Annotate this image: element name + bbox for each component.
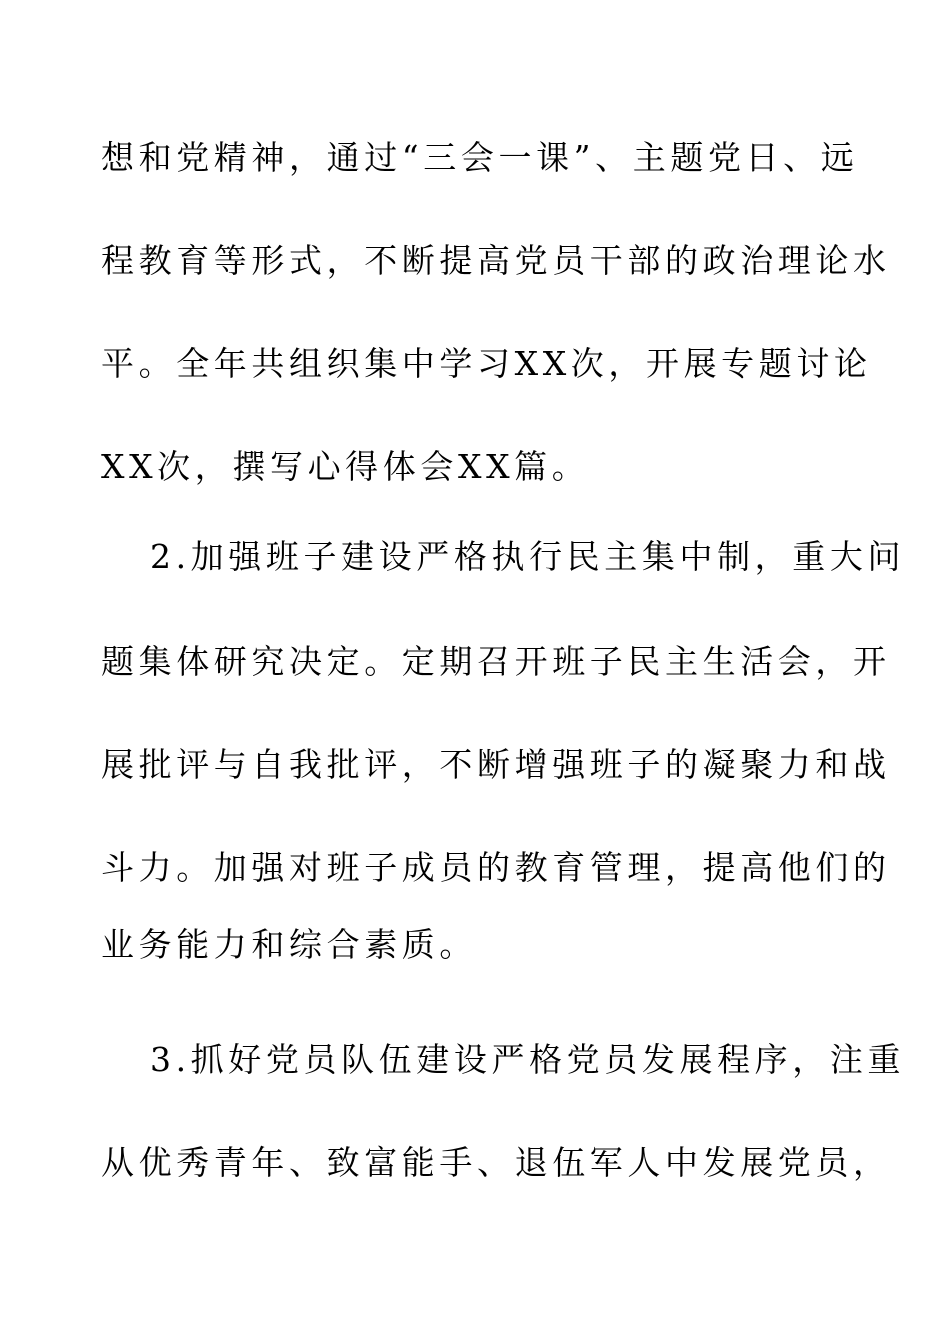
paragraph-3-line-1: 3.抓好党员队伍建设严格党员发展程序，注重 xyxy=(150,1040,906,1079)
paragraph-2-line-4: 斗力。加强对班子成员的教育管理，提高他们的 xyxy=(101,848,891,887)
paragraph-2-line-2: 题集体研究决定。定期召开班子民主生活会，开 xyxy=(101,642,891,681)
paragraph-2-line-1: 2.加强班子建设严格执行民主集中制，重大问 xyxy=(150,537,906,576)
paragraph-1-line-3: 平。全年共组织集中学习XX次，开展专题讨论 xyxy=(101,344,872,383)
paragraph-1-line-4: XX次，撰写心得体会XX篇。 xyxy=(101,447,590,486)
paragraph-3-line-2: 从优秀青年、致富能手、退伍军人中发展党员， xyxy=(101,1143,891,1182)
paragraph-1-line-1: 想和党精神，通过“三会一课”、主题党日、远 xyxy=(101,138,859,177)
paragraph-2-line-3: 展批评与自我批评，不断增强班子的凝聚力和战 xyxy=(101,745,891,784)
paragraph-1-line-2: 程教育等形式，不断提高党员干部的政治理论水 xyxy=(101,241,891,280)
paragraph-2-line-5: 业务能力和综合素质。 xyxy=(101,925,477,964)
